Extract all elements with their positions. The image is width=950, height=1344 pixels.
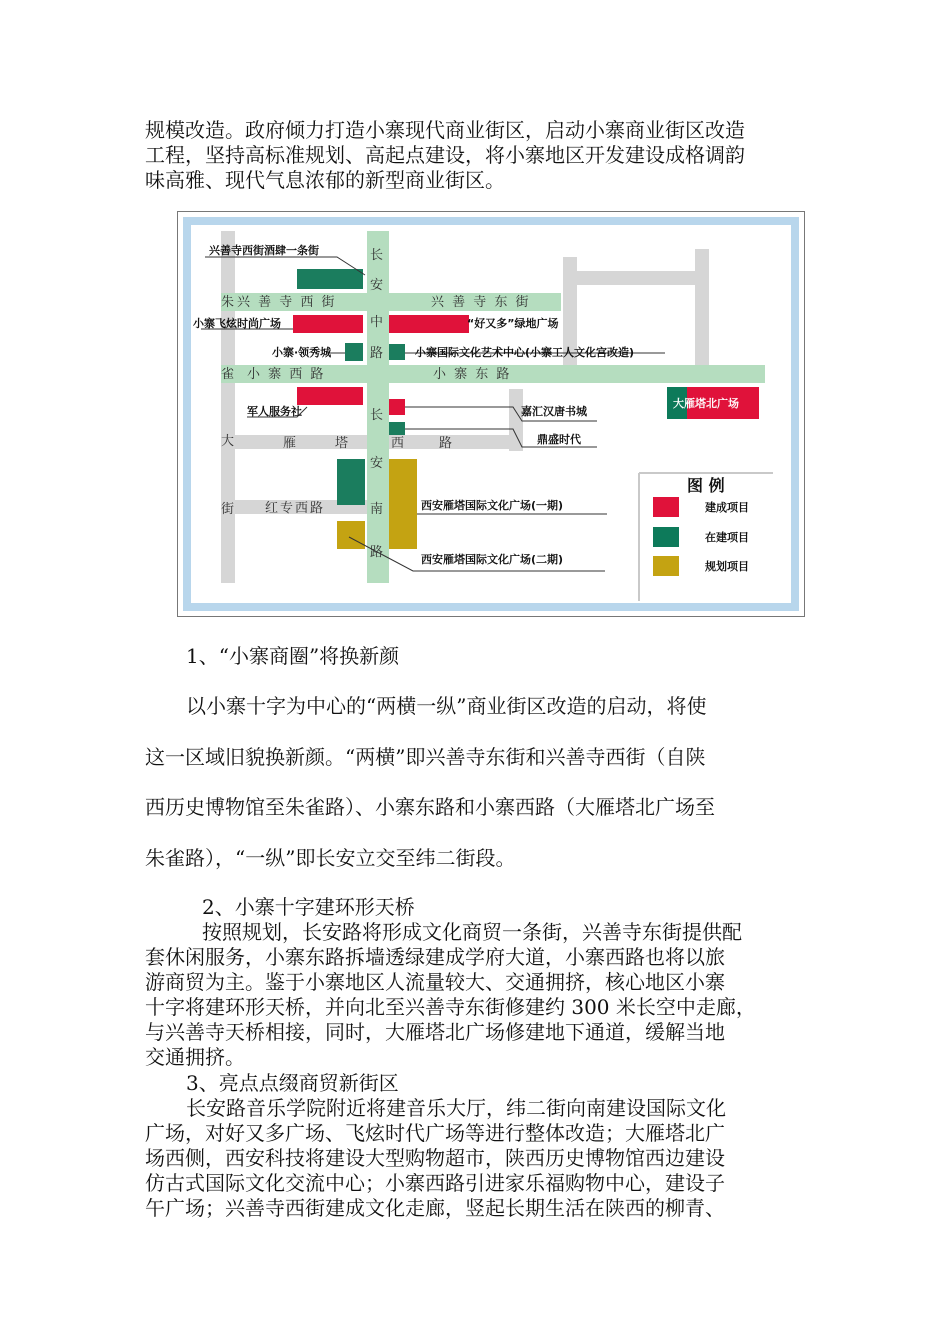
label-dayanta-plaza: 大雁塔北广场: [673, 397, 739, 410]
road-zhuque-2: 雀: [221, 367, 237, 382]
road-changan-bei-1: 长: [370, 248, 386, 263]
label-plaza-2: 西安雁塔国际文化广场(二期): [421, 553, 564, 566]
section2-line-6: 交通拥挤。: [145, 1045, 245, 1069]
road-changan-bei-3: 中: [370, 315, 386, 330]
road-yanta-xi-1: 雁: [283, 436, 299, 451]
block-plaza-olive: [389, 459, 417, 549]
block-culture: [389, 344, 405, 360]
intro-line-2: 工程，坚持高标准规划、高起点建设，将小寨地区开发建设成格调韵: [145, 143, 745, 167]
road-xingshansi-xi: 兴 善 寺 西 街: [237, 295, 337, 310]
section2-line-4: 十字将建环形天桥，并向北至兴善寺东街修建约 300 米长空中走廊，: [145, 995, 756, 1019]
label-culture-center: 小寨国际文化艺术中心(小寨工人文化宫改造): [415, 346, 635, 359]
section3-line-5: 午广场；兴善寺西街建成文化走廊，竖起长期生活在陕西的柳青、: [145, 1196, 725, 1220]
section2-line-3: 游商贸为主。鉴于小寨地区人流量较大、交通拥挤，核心地区小寨: [145, 970, 725, 994]
section2-line-5: 与兴善寺天桥相接，同时，大雁塔北广场修建地下通道，缓解当地: [145, 1020, 725, 1044]
section3-line-3: 场西侧，西安科技将建设大型购物超市，陕西历史博物馆西边建设: [145, 1146, 725, 1170]
label-plaza-1: 西安雁塔国际文化广场(一期): [421, 499, 564, 512]
road-changan-nan-1: 长: [370, 408, 386, 423]
road-xiaozhai-dong: 小 寨 东 路: [433, 367, 512, 382]
section2-line-1: 按照规划，长安路将形成文化商贸一条街，兴善寺东街提供配: [202, 920, 742, 944]
section1-line-1: 以小寨十字为中心的“两横一纵”商业街区改造的启动，将使: [186, 694, 707, 718]
section2-heading: 2、小寨十字建环形天桥: [202, 895, 415, 919]
legend-label-built: 建成项目: [705, 501, 749, 514]
section1-heading: 1、“小寨商圈”将换新颜: [186, 644, 400, 668]
section3-line-4: 仿古式国际文化交流中心；小寨西路引进家乐福购物中心，建设子: [145, 1171, 725, 1195]
road-yanta-xi-4: 路: [439, 436, 455, 451]
road-changan-nan-2: 安: [370, 456, 386, 471]
road-changan-nan-4: 路: [370, 545, 386, 560]
label-lingxiu: 小寨·领秀城: [272, 346, 332, 359]
section3-line-2: 广场，对好又多广场、飞炫时代广场等进行整体改造；大雁塔北广: [145, 1121, 725, 1145]
legend-swatch-planned: [653, 556, 679, 576]
section1-line-2: 这一区域旧貌换新颜。“两横”即兴善寺东街和兴善寺西街（自陕: [145, 745, 706, 769]
section3-heading: 3、亮点点缀商贸新街区: [186, 1071, 399, 1095]
road-xiaozhai-xi: 小 寨 西 路: [247, 367, 326, 382]
section1-line-4: 朱雀路），“一纵”即长安立交至纬二街段。: [145, 846, 516, 870]
block-plaza1-green: [337, 459, 365, 505]
block-jiubar: [297, 269, 363, 289]
label-jiubar: 兴善寺西街酒肆一条街: [209, 244, 319, 257]
block-dingsheng: [389, 422, 405, 435]
legend-label-building: 在建项目: [705, 531, 749, 544]
legend-swatch-building: [653, 527, 679, 547]
intro-line-3: 味高雅、现代气息浓郁的新型商业街区。: [145, 168, 505, 192]
road-zhuque-4: 街: [221, 502, 237, 517]
block-haoyouduo: [389, 315, 469, 333]
road-yanta-xi-3: 西: [391, 436, 407, 451]
road-hongzhuan: 红专西路: [265, 501, 326, 516]
label-feixuan: 小寨飞炫时尚广场: [193, 317, 281, 330]
block-jiahui: [389, 399, 405, 415]
label-junren: 军人服务社: [247, 405, 302, 418]
intro-line-1: 规模改造。政府倾力打造小寨现代商业街区，启动小寨商业街区改造: [145, 118, 745, 142]
label-haoyouduo: “好又多”绿地广场: [467, 317, 559, 330]
section1-line-3: 西历史博物馆至朱雀路）、小寨东路和小寨西路（大雁塔北广场至: [145, 795, 715, 819]
legend-title: 图 例: [687, 476, 725, 495]
block-lingxiu: [345, 343, 363, 361]
road-zhuque-1: 朱: [221, 295, 237, 310]
xiaozhai-map-figure: [177, 211, 805, 617]
road-yanta-xi-2: 塔: [335, 436, 351, 451]
block-junren: [297, 387, 363, 405]
road-changan-nan-3: 南: [370, 502, 386, 517]
label-dingsheng: 鼎盛时代: [537, 433, 581, 446]
road-changan-bei-2: 安: [370, 278, 386, 293]
road-changan-bei-4: 路: [370, 346, 386, 361]
label-jiahui: 嘉汇汉唐书城: [521, 405, 587, 418]
section3-line-1: 长安路音乐学院附近将建音乐大厅，纬二街向南建设国际文化: [186, 1096, 726, 1120]
legend-swatch-built: [653, 497, 679, 517]
road-xingshansi-dong: 兴 善 寺 东 街: [431, 295, 531, 310]
section2-line-2: 套休闲服务，小寨东路拆墙透绿建成学府大道，小寨西路也将以旅: [145, 945, 725, 969]
legend-label-planned: 规划项目: [705, 560, 749, 573]
block-feixuan: [293, 315, 363, 333]
block-plaza2-olive: [337, 521, 365, 549]
road-zhuque-3: 大: [221, 434, 237, 449]
